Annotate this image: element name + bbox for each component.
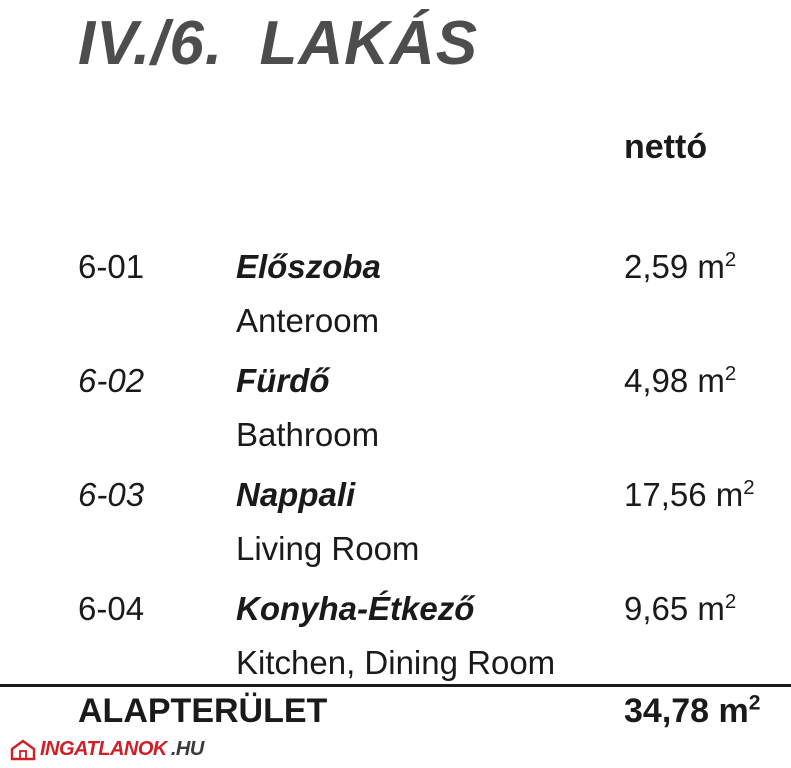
page-title: IV./6. LAKÁS — [78, 9, 479, 78]
house-icon — [10, 739, 36, 761]
watermark — [8, 737, 208, 762]
watermark-text-secondary: .HU — [170, 738, 204, 760]
room-name-en: Anteroom — [236, 302, 380, 339]
room-name-hu: Fürdő — [236, 362, 330, 399]
total-label: ALAPTERÜLET — [78, 692, 328, 730]
room-code: 6-04 — [78, 590, 145, 627]
room-area: 17,56 $m^2$ — [624, 476, 755, 513]
total-divider — [0, 684, 791, 687]
table-row — [0, 476, 791, 590]
room-name-en: Living Room — [236, 530, 420, 567]
total-area: 34,78 $m^2$ — [624, 691, 761, 730]
room-area: 4,98 $m^2$ — [624, 362, 737, 399]
column-header-netto: nettó — [624, 128, 708, 166]
watermark-text-primary: INGATLANOK — [40, 738, 167, 760]
room-name-hu: Előszoba — [236, 248, 381, 285]
room-list — [0, 248, 791, 704]
room-code: 6-03 — [78, 476, 145, 513]
table-row — [0, 362, 791, 476]
room-code: 6-02 — [78, 362, 145, 399]
room-name-hu: Nappali — [236, 476, 356, 513]
room-name-en: Kitchen, Dining Room — [236, 644, 556, 681]
room-name-hu: Konyha-Étkező — [236, 590, 475, 627]
room-code: 6-01 — [78, 248, 145, 285]
table-row — [0, 248, 791, 362]
room-name-en: Bathroom — [236, 416, 380, 453]
room-area: 2,59 $m^2$ — [624, 248, 737, 285]
room-area: 9,65 $m^2$ — [624, 590, 737, 627]
